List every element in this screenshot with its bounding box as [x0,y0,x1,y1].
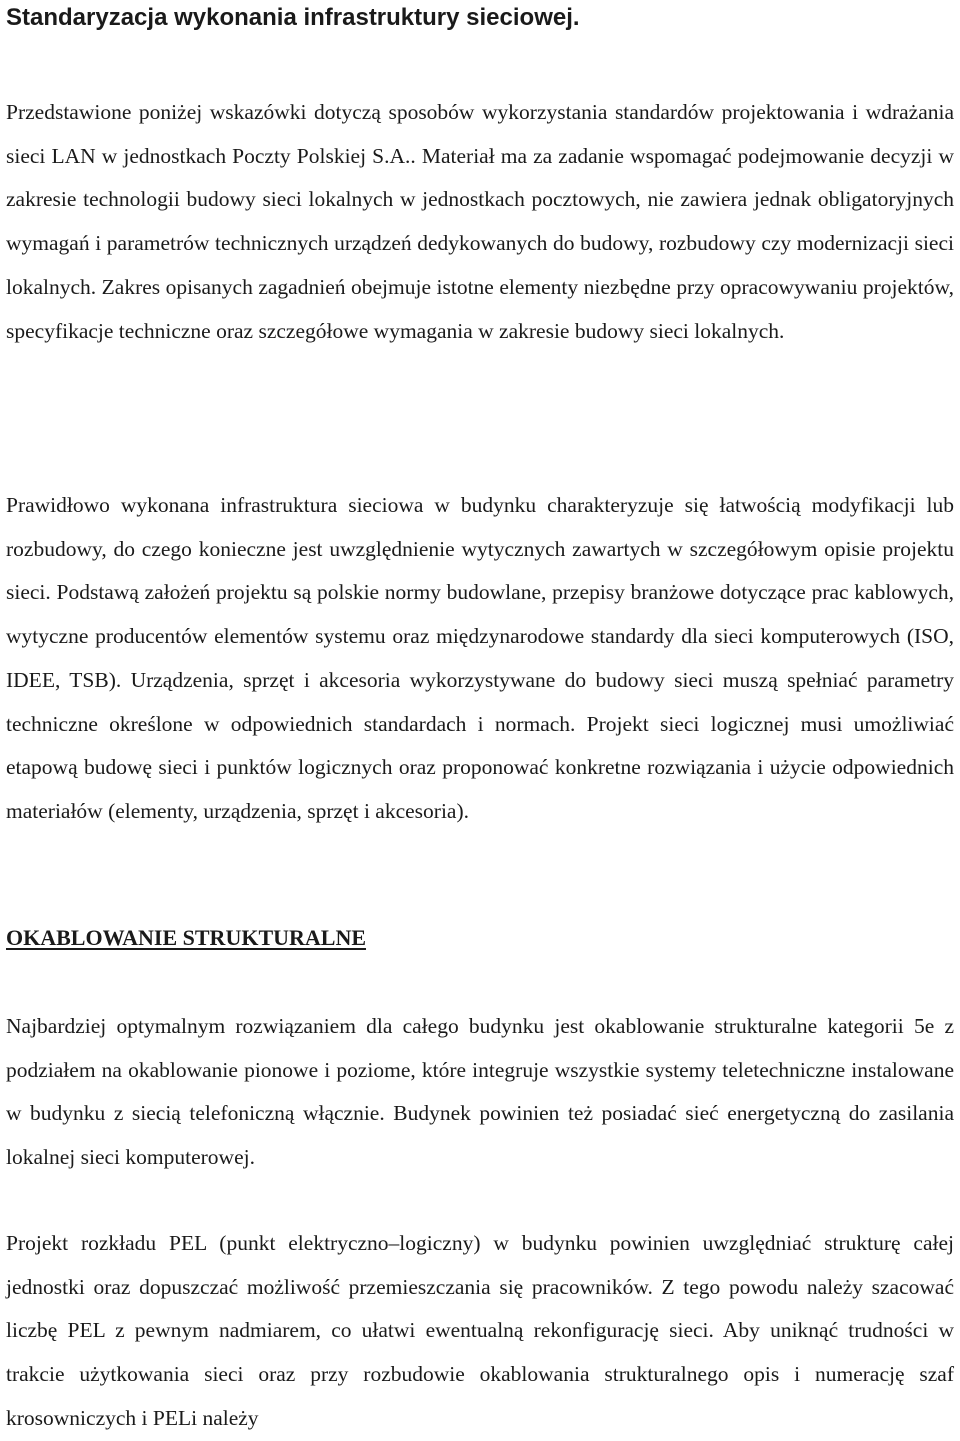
infrastructure-paragraph: Prawidłowo wykonana infrastruktura sieciowa w budynku charakteryzuje się łatwością modyfikacji lub rozbudowy, do czego konieczne jest uwzględnienie wytycznych zawartych w szczegółowym opisie projektu sieci. Podstawą założeń projektu są polskie normy budowlane, przepisy branżowe dotyczące prac kablowych, wytyczne producentów elementów systemu oraz międzynarodowe standardy dla sieci komputerowych (ISO, IDEE, TSB). Urządzenia, sprzęt i akcesoria wykorzystywane do budowy sieci muszą spełniać parametry techniczne określone w odpowiednich standardach i normach. Projekt sieci logicznej musi umożliwiać etapową budowę sieci i punktów logicznych oraz proponować konkretne rozwiązania i użycie odpowiednich materiałów (elementy, urządzenia, sprzęt i akcesoria). [6,493,954,823]
cabling-paragraph: Najbardziej optymalnym rozwiązaniem dla całego budynku jest okablowanie strukturalne kategorii 5e z podziałem na okablowanie pionowe i poziome, które integruje wszystkie systemy teletechniczne instalowane w budynku z siecią telefoniczną włącznie. Budynek powinien też posiadać sieć energetyczną do zasilania lokalnej sieci komputerowej. [6,1014,954,1170]
section-heading: OKABLOWANIE STRUKTURALNE [6,925,367,950]
intro-paragraph: Przedstawione poniżej wskazówki dotyczą sposobów wykorzystania standardów projektowania i wdrażania sieci LAN w jednostkach Poczty Polskiej S.A.. Materiał ma za zadanie wspomagać podejmowanie decyzji w zakresie technologii budowy sieci lokalnych w jednostkach pocztowych, nie zawiera jednak obligatoryjnych wymagań i parametrów technicznych urządzeń dedykowanych do budowy, rozbudowy czy modernizacji sieci lokalnych. Zakres opisanych zagadnień obejmuje istotne elementy niezbędne przy opracowywaniu projektów, specyfikacje techniczne oraz szczegółowe wymagania w zakresie budowy sieci lokalnych. [6,100,954,343]
pel-paragraph: Projekt rozkładu PEL (punkt elektryczno–logiczny) w budynku powinien uwzględniać strukturę całej jednostki oraz dopuszczać możliwość przemieszczania się pracowników. Z tego powodu należy szacować liczbę PEL z pewnym nadmiarem, co ułatwi ewentualną rekonfigurację sieci. Aby uniknąć trudności w trakcie użytkowania sieci oraz przy rozbudowie okablowania strukturalnego opis i numerację szaf krosowniczych i PELi należy [6,1231,954,1430]
document-title: Standaryzacja wykonania infrastruktury sieciowej. [6,4,580,31]
document-page [6,0,954,1430]
